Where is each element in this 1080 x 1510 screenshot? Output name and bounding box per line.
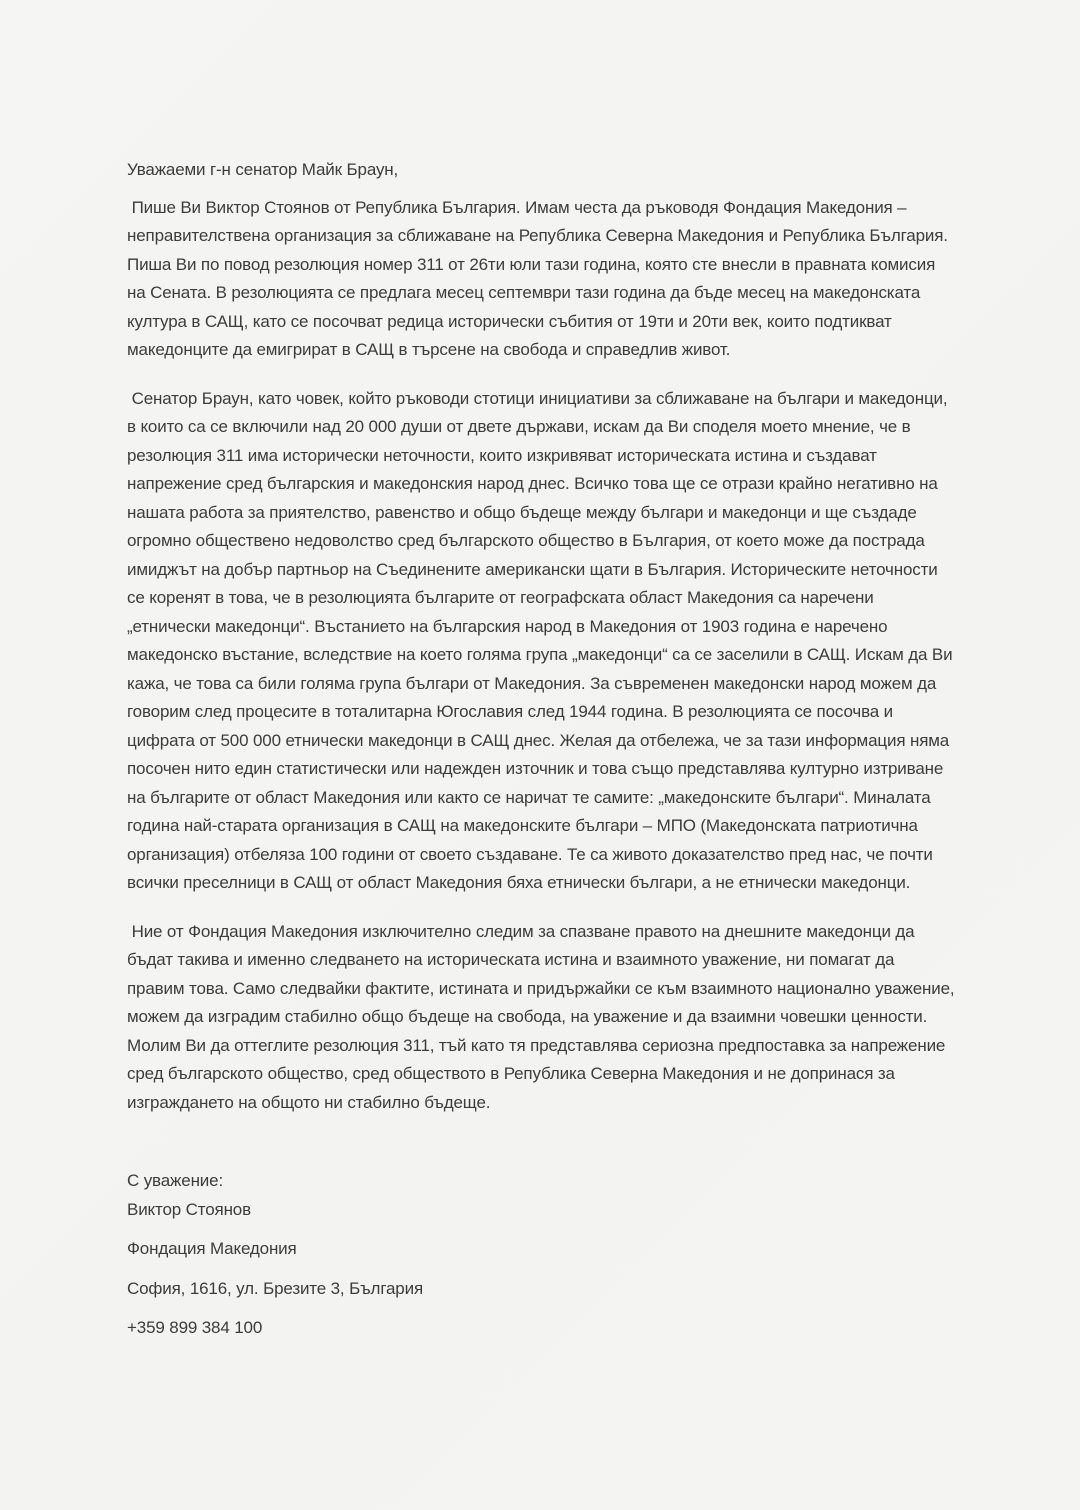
salutation: Уважаеми г-н сенатор Майк Браун, bbox=[127, 160, 399, 179]
closing-regards: С уважение: bbox=[127, 1171, 224, 1190]
signature-block bbox=[127, 1167, 955, 1343]
letter-body bbox=[127, 156, 960, 1343]
letter-paragraph-intro: Пише Ви Виктор Стоянов от Република България. Имам честа да ръководя Фондация Македония – неправителствена организация за сближаване на Република Северна Македония и Република България. Пиша Ви по повод резолюция номер 311 от 26ти юли тази година, която сте внесли в правната комисия на Сената. В резолюцията се предлага месец септември тази година да бъде месец на македонската култура в САЩ, като се посочват редица исторически събития от 19ти и 20ти век, които подтикват македонците да емигрират в САЩ в търсене на свобода и справедлив живот. bbox=[127, 197, 953, 359]
sender-address: София, 1616, ул. Брезите 3, България bbox=[127, 1278, 424, 1298]
sender-name: Виктор Стоянов bbox=[127, 1199, 251, 1219]
letter-paragraph-closing: Ние от Фондация Македония изключително следим за спазване правото на днешните македонци да бъдат такива и именно следването на историческата истина и взаимното уважение, ни помагат да правим това. Само следвайки фактите, истината и придържайки се към взаимното национално уважение, можем да изградим стабилно общо бъдеще на свобода, на уважение и да взаимни човешки ценности. Молим Ви да оттеглите резолюция 311, тъй като тя представлява сериозна предпоставка за напрежение сред българското общество, сред обществото в Република Северна Македония и не допринася за изграждането на общото ни стабилно бъдеще. bbox=[127, 921, 960, 1112]
sender-phone: +359 899 384 100 bbox=[127, 1318, 263, 1337]
sender-organization: Фондация Македония bbox=[127, 1239, 297, 1258]
letter-paragraph-main: Сенатор Браун, като човек, който ръководи стотици инициативи за сближаване на българи и македонци, в които са се включили над 20 000 души от двете държави, искам да Ви споделя моето мнение, че в резолюция 311 има исторически неточности, които изкривяват историческата истина и създават напрежение сред българския и македонския народ днес. Всичко това ще се отрази крайно негативно на нашата работа за приятелство, равенство и общо бъдеще между българи и македонци и ще създаде огромно обществено недоволство сред българското общество в България, от което може да пострада имиджът на добър партньор на Съединените американски щати в България. Историческите неточности се коренят в това, че в резолюцията българите от географската област Македония са наречени „етнически македонци“. Въстанието на българския народ в Македония от 1903 година е наречено македонско въстание, вследствие на което голяма група „македонци“ са се заселили в САЩ. Искам да Ви кажа, че това са били голяма група българи от Македония. За съвременен македонски народ можем да говорим след процесите в тоталитарна Югославия след 1944 година. В резолюцията се посочва и цифрата от 500 000 етнически македонци в САЩ днес. Желая да отбележа, че за тази информация няма посочен нито един статистически или надежден източник и това също представлява културно изтриване на българите от област Македония или както се наричат те самите: „македонските българи“. Миналата година най-старата организация в САЩ на македонските българи – МПО (Македонската патриотична организация) отбеляза 100 години от своето създаване. Те са живото доказателство пред нас, че почти всички преселници в САЩ от област Македония бяха етнически българи, а не етнически македонци. bbox=[127, 388, 958, 892]
